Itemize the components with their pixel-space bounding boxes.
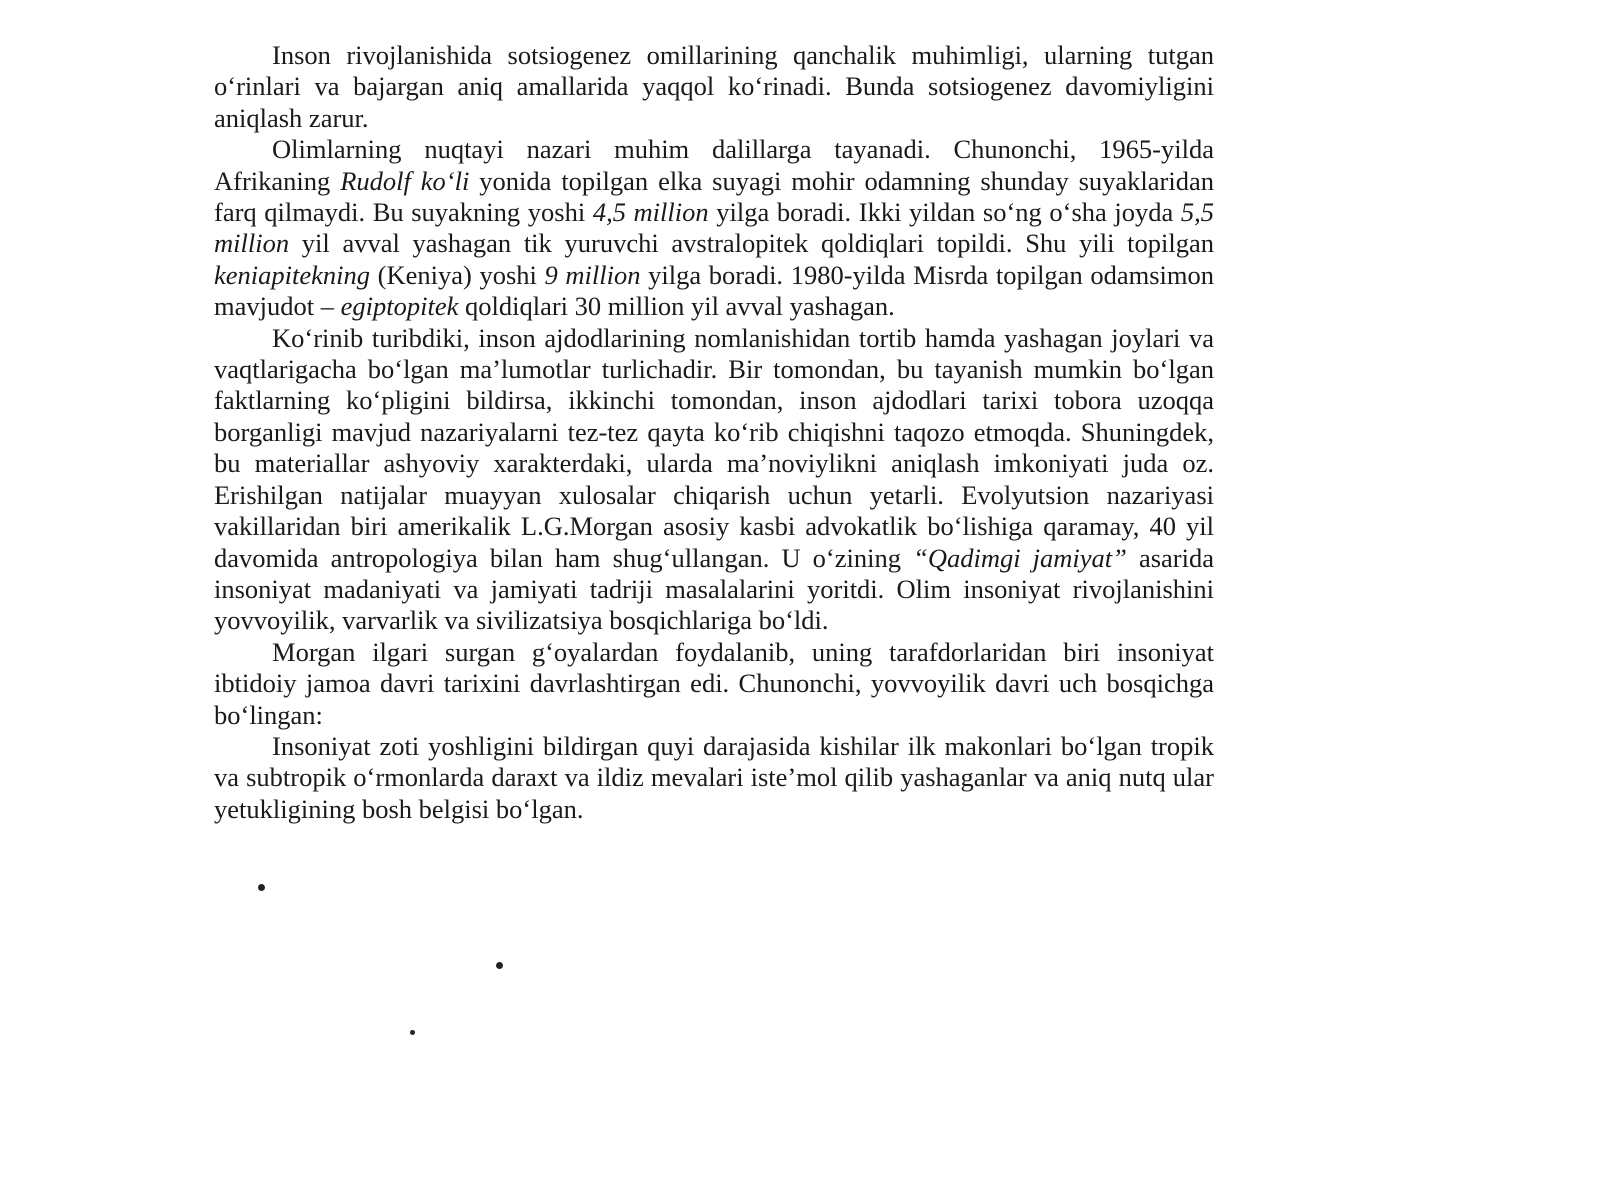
paragraph-1 xyxy=(214,40,1214,134)
text-run: Inson rivojlanishida sotsiogenez omillarining qanchalik muhimligi, ularning tutgan o‘rinlari va bajargan aniq amallarida yaqqol ko‘rinadi. Bunda sotsiogenez davomiyligini aniqlash zarur. xyxy=(214,40,1214,133)
text-run: Insoniyat zoti yoshligini bildirgan quyi darajasida kishilar ilk makonlari bo‘lgan tropik va subtropik o‘rmonlarda daraxt va ildiz mevalari iste’mol qilib yashaganlar va aniq nutq ular yetukligining bosh belgisi bo‘lgan. xyxy=(214,730,1214,824)
text-run: Ko‘rinib turibdiki, inson ajdodlarining nomlanishidan tortib hamda yashagan joylari va vaqtlarigacha bo‘lgan ma’lumotlar turlichadir. Bir tomondan, bu tayanish mumkin bo‘lgan faktlarning ko‘pligini bildirsa, ikkinchi tomondan, inson ajdodlari tarixi tobora uzoqqa borganligi mavjud nazariyalarni tez-tez qayta ko‘rib chiqishni taqozo etmoqda. Shuningdek, bu materiallar ashyoviy xarakterdaki, ularda ma’noviylikni aniqlash imkoniyati juda oz. Erishilgan natijalar muayyan xulosalar chiqarish uchun yetarli. Evolyutsion nazariyasi vakillaridan biri amerikalik L.G.Morgan asosiy kasbi advokatlik bo‘lishiga qaramay, 40 yil davomida antropologiya bilan ham shug‘ullangan. U o‘zining xyxy=(214,322,1214,573)
text-run: yonida topilgan elka suyagi mohir odamning shunday suyaklaridan farq qilmaydi. Bu suyakning yoshi xyxy=(214,165,1215,228)
document-page xyxy=(214,40,1214,825)
italic-term: “Qadimgi jamiyat” xyxy=(913,542,1127,573)
text-run: asarida insoniyat madaniyati va jamiyati tadriji masalalarini yoritdi. Olim insoniyat rivojlanishini yovvoyilik, varvarlik va sivilizatsiya bosqichlariga bo‘ldi. xyxy=(214,542,1214,636)
italic-term: Rudolf ko‘li xyxy=(340,165,470,196)
italic-term: egiptopitek xyxy=(340,291,459,322)
text-run: yil avval yashagan tik yuruvchi avstralopitek qoldiqlari topildi. Shu yili topilgan xyxy=(289,228,1214,259)
italic-term: keniapitekning xyxy=(214,259,370,290)
text-run: yilga boradi. 1980-yilda Misrda topilgan odamsimon mavjudot – xyxy=(214,259,1214,322)
scan-speck xyxy=(496,962,503,969)
paragraph-4 xyxy=(214,637,1214,731)
text-run: yilga boradi. Ikki yildan so‘ng o‘sha joyda xyxy=(708,197,1181,228)
text-run: Olimlarning nuqtayi nazari muhim dalillarga tayanadi. Chunonchi, 1965-yilda Afrikaning xyxy=(214,134,1214,196)
paragraph-3 xyxy=(214,323,1214,637)
scan-speck xyxy=(410,1030,415,1035)
italic-term: 4,5 million xyxy=(592,197,709,228)
italic-term: 9 million xyxy=(544,259,641,290)
scan-speck xyxy=(258,884,265,891)
text-run: qoldiqlari 30 million yil avval yashagan. xyxy=(458,291,895,322)
paragraph-2 xyxy=(214,134,1214,322)
text-run: Morgan ilgari surgan g‘oyalardan foydalanib, uning tarafdorlaridan biri insoniyat ibtidoiy jamoa davri tarixini davrlashtirgan edi. Chunonchi, yovvoyilik davri uch bosqichga bo‘lingan: xyxy=(214,636,1214,730)
paragraph-5 xyxy=(214,731,1214,825)
italic-term: 5,5 million xyxy=(214,197,1214,259)
text-run: (Keniya) yoshi xyxy=(370,259,545,290)
